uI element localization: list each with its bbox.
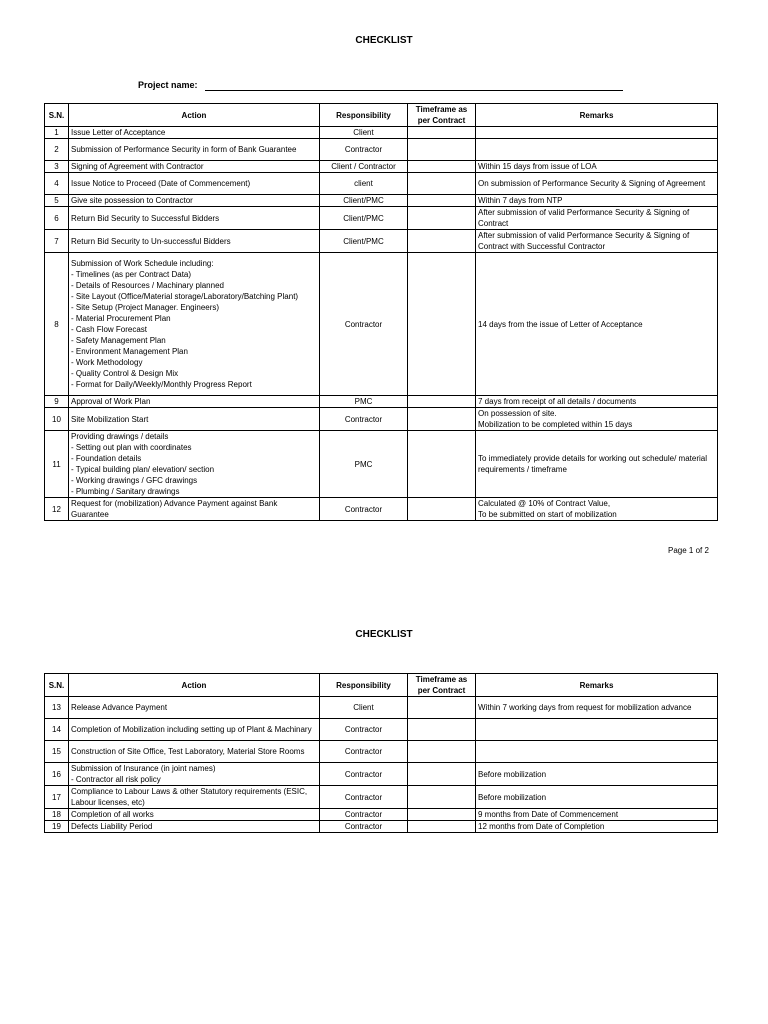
row-timeframe bbox=[408, 161, 476, 173]
row-timeframe bbox=[408, 697, 476, 719]
row-timeframe bbox=[408, 207, 476, 230]
table-row bbox=[45, 173, 718, 195]
table-row bbox=[45, 408, 718, 431]
row-responsibility: Contractor bbox=[320, 809, 408, 821]
row-responsibility: Client/PMC bbox=[320, 207, 408, 230]
row-sn: 14 bbox=[45, 719, 69, 741]
row-sn: 2 bbox=[45, 139, 69, 161]
row-responsibility: Contractor bbox=[320, 741, 408, 763]
row-sn: 16 bbox=[45, 763, 69, 786]
row-sn: 6 bbox=[45, 207, 69, 230]
row-timeframe bbox=[408, 786, 476, 809]
header-timeframe: Timeframe as per Contract bbox=[408, 104, 476, 127]
row-action: Release Advance Payment bbox=[69, 697, 320, 719]
table-row bbox=[45, 741, 718, 763]
checklist-table-page-2 bbox=[44, 673, 718, 833]
row-sn: 3 bbox=[45, 161, 69, 173]
row-timeframe bbox=[408, 396, 476, 408]
row-sn: 7 bbox=[45, 230, 69, 253]
row-timeframe bbox=[408, 719, 476, 741]
row-sn: 17 bbox=[45, 786, 69, 809]
row-responsibility: Contractor bbox=[320, 498, 408, 521]
table-row bbox=[45, 127, 718, 139]
row-timeframe bbox=[408, 230, 476, 253]
row-sn: 13 bbox=[45, 697, 69, 719]
row-responsibility: Contractor bbox=[320, 786, 408, 809]
row-remarks bbox=[476, 719, 718, 741]
row-remarks: To immediately provide details for working out schedule/ material requirements / timeframe bbox=[476, 431, 718, 498]
row-sn: 19 bbox=[45, 821, 69, 833]
project-name-label: Project name: bbox=[138, 80, 198, 90]
row-remarks: Before mobilization bbox=[476, 763, 718, 786]
header-remarks: Remarks bbox=[476, 104, 718, 127]
row-remarks: Calculated @ 10% of Contract Value, To be submitted on start of mobilization bbox=[476, 498, 718, 521]
row-responsibility: Client/PMC bbox=[320, 195, 408, 207]
row-timeframe bbox=[408, 763, 476, 786]
row-action: Compliance to Labour Laws & other Statutory requirements (ESIC, Labour licenses, etc) bbox=[69, 786, 320, 809]
row-remarks bbox=[476, 741, 718, 763]
header-action: Action bbox=[69, 104, 320, 127]
row-sn: 8 bbox=[45, 253, 69, 396]
table-row bbox=[45, 207, 718, 230]
row-remarks bbox=[476, 139, 718, 161]
row-responsibility: PMC bbox=[320, 431, 408, 498]
row-remarks: Within 7 days from NTP bbox=[476, 195, 718, 207]
row-remarks: Within 15 days from issue of LOA bbox=[476, 161, 718, 173]
row-action: Completion of all works bbox=[69, 809, 320, 821]
table-row bbox=[45, 195, 718, 207]
row-sn: 15 bbox=[45, 741, 69, 763]
row-remarks bbox=[476, 127, 718, 139]
table-row bbox=[45, 139, 718, 161]
header-sn: S.N. bbox=[45, 674, 69, 697]
row-action: Return Bid Security to Successful Bidders bbox=[69, 207, 320, 230]
table-row bbox=[45, 431, 718, 498]
row-action: Issue Letter of Acceptance bbox=[69, 127, 320, 139]
row-remarks: 9 months from Date of Commencement bbox=[476, 809, 718, 821]
row-responsibility: Contractor bbox=[320, 821, 408, 833]
row-responsibility: Client bbox=[320, 697, 408, 719]
table-row bbox=[45, 253, 718, 396]
row-timeframe bbox=[408, 498, 476, 521]
row-remarks: After submission of valid Performance Security & Signing of Contract with Successful Contractor bbox=[476, 230, 718, 253]
row-responsibility: Client bbox=[320, 127, 408, 139]
table-row bbox=[45, 498, 718, 521]
row-sn: 12 bbox=[45, 498, 69, 521]
row-timeframe bbox=[408, 127, 476, 139]
row-action: Approval of Work Plan bbox=[69, 396, 320, 408]
header-responsibility: Responsibility bbox=[320, 104, 408, 127]
row-action: Construction of Site Office, Test Laboratory, Material Store Rooms bbox=[69, 741, 320, 763]
row-timeframe bbox=[408, 408, 476, 431]
table-row bbox=[45, 719, 718, 741]
row-remarks: After submission of valid Performance Security & Signing of Contract bbox=[476, 207, 718, 230]
row-responsibility: Contractor bbox=[320, 408, 408, 431]
row-timeframe bbox=[408, 195, 476, 207]
checklist-table-page-1 bbox=[44, 103, 718, 521]
row-responsibility: Contractor bbox=[320, 719, 408, 741]
row-action: Submission of Insurance (in joint names) - Contractor all risk policy bbox=[69, 763, 320, 786]
header-timeframe: Timeframe as per Contract bbox=[408, 674, 476, 697]
header-sn: S.N. bbox=[45, 104, 69, 127]
project-name-line bbox=[205, 90, 623, 91]
row-responsibility: PMC bbox=[320, 396, 408, 408]
row-responsibility: Client / Contractor bbox=[320, 161, 408, 173]
table-row bbox=[45, 230, 718, 253]
row-timeframe bbox=[408, 139, 476, 161]
row-sn: 1 bbox=[45, 127, 69, 139]
row-timeframe bbox=[408, 431, 476, 498]
page-number: Page 1 of 2 bbox=[668, 546, 709, 555]
table-row bbox=[45, 396, 718, 408]
row-remarks: On possession of site. Mobilization to be completed within 15 days bbox=[476, 408, 718, 431]
row-action: Give site possession to Contractor bbox=[69, 195, 320, 207]
header-action: Action bbox=[69, 674, 320, 697]
row-timeframe bbox=[408, 821, 476, 833]
row-sn: 5 bbox=[45, 195, 69, 207]
row-action: Defects Liability Period bbox=[69, 821, 320, 833]
table-row bbox=[45, 697, 718, 719]
row-timeframe bbox=[408, 173, 476, 195]
row-remarks: 7 days from receipt of all details / documents bbox=[476, 396, 718, 408]
header-responsibility: Responsibility bbox=[320, 674, 408, 697]
row-action: Completion of Mobilization including setting up of Plant & Machinary bbox=[69, 719, 320, 741]
row-action: Return Bid Security to Un-successful Bidders bbox=[69, 230, 320, 253]
table-row bbox=[45, 763, 718, 786]
row-remarks: 12 months from Date of Completion bbox=[476, 821, 718, 833]
row-responsibility: Contractor bbox=[320, 139, 408, 161]
row-action: Submission of Work Schedule including: - Timelines (as per Contract Data) - Details of Resources / Machinary planned - Site Layout (Office/Material storage/Laboratory/Batching Plant) - Site Setup (Project Manager. Engineers) - Material Procurement Plan - Cash Flow Forecast - Safety Management Plan - Environment Management Plan - Work Methodology - Quality Control & Design Mix - Format for Daily/Weekly/Monthly Progress Report bbox=[69, 253, 320, 396]
page-title: CHECKLIST bbox=[355, 629, 413, 640]
row-remarks: Before mobilization bbox=[476, 786, 718, 809]
row-action: Issue Notice to Proceed (Date of Commencement) bbox=[69, 173, 320, 195]
row-sn: 9 bbox=[45, 396, 69, 408]
row-timeframe bbox=[408, 809, 476, 821]
row-timeframe bbox=[408, 253, 476, 396]
row-sn: 4 bbox=[45, 173, 69, 195]
table-row bbox=[45, 786, 718, 809]
row-action: Signing of Agreement with Contractor bbox=[69, 161, 320, 173]
table-row bbox=[45, 821, 718, 833]
table-row bbox=[45, 809, 718, 821]
row-timeframe bbox=[408, 741, 476, 763]
header-remarks: Remarks bbox=[476, 674, 718, 697]
row-remarks: On submission of Performance Security & Signing of Agreement bbox=[476, 173, 718, 195]
row-sn: 18 bbox=[45, 809, 69, 821]
row-responsibility: Contractor bbox=[320, 253, 408, 396]
row-remarks: 14 days from the issue of Letter of Acceptance bbox=[476, 253, 718, 396]
row-action: Submission of Performance Security in form of Bank Guarantee bbox=[69, 139, 320, 161]
row-responsibility: Client/PMC bbox=[320, 230, 408, 253]
row-remarks: Within 7 working days from request for mobilization advance bbox=[476, 697, 718, 719]
row-action: Site Mobilization Start bbox=[69, 408, 320, 431]
row-action: Providing drawings / details - Setting out plan with coordinates - Foundation details - Typical building plan/ elevation/ section - Working drawings / GFC drawings - Plumbing / Sanitary drawings bbox=[69, 431, 320, 498]
row-responsibility: client bbox=[320, 173, 408, 195]
row-responsibility: Contractor bbox=[320, 763, 408, 786]
table-row bbox=[45, 161, 718, 173]
page-title: CHECKLIST bbox=[355, 35, 413, 46]
row-sn: 11 bbox=[45, 431, 69, 498]
row-action: Request for (mobilization) Advance Payment against Bank Guarantee bbox=[69, 498, 320, 521]
row-sn: 10 bbox=[45, 408, 69, 431]
